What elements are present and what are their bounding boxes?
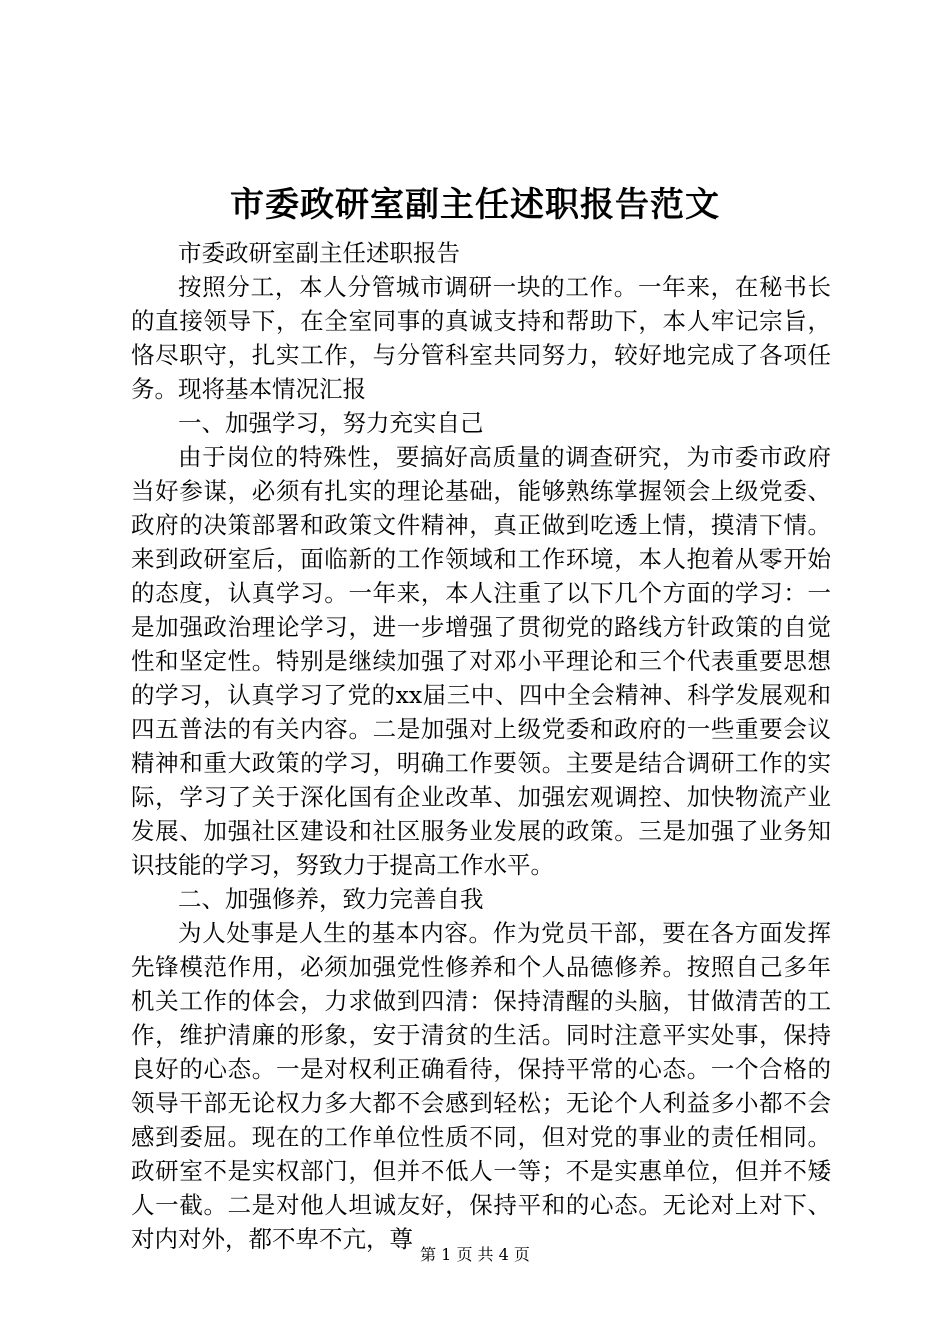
paragraph-section-1: 由于岗位的特殊性，要搞好高质量的调查研究，为市委市政府当好参谋，必须有扎实的理论基础，能够熟练掌握领会上级党委、政府的决策部署和政策文件精神，真正做到吃透上情，摸清下情。来到政研室后，面临新的工作领域和工作环境，本人抱着从零开始的态度，认真学习。一年来，本人注重了以下几个方面的学习：一是加强政治理论学习，进一步增强了贯彻党的路线方针政策的自觉性和坚定性。特别是继续加强了对邓小平理论和三个代表重要思想的学习，认真学习了党的xx届三中、四中全会精神、科学发展观和四五普法的有关内容。二是加强对上级党委和政府的一些重要会议精神和重大政策的学习，明确工作要领。主要是结合调研工作的实际，学习了关于深化国有企业改革、加强宏观调控、加快物流产业发展、加强社区建设和社区服务业发展的政策。三是加强了业务知识技能的学习，努致力于提高工作水平。: [131, 443, 831, 879]
section-heading-2: 二、加强修养，致力完善自我: [178, 885, 484, 913]
document-body: [131, 236, 831, 1256]
document-title: 市委政研室副主任述职报告范文: [230, 185, 720, 225]
paragraph-subtitle: 市委政研室副主任述职报告: [178, 239, 460, 267]
paragraph-intro: 按照分工，本人分管城市调研一块的工作。一年来，在秘书长的直接领导下，在全室同事的真诚支持和帮助下，本人牢记宗旨，恪尽职守，扎实工作，与分管科室共同努力，较好地完成了各项任务。现将基本情况汇报: [131, 273, 831, 403]
paragraph-section-2: 为人处事是人生的基本内容。作为党员干部，要在各方面发挥先锋模范作用，必须加强党性修养和个人品德修养。按照自己多年机关工作的体会，力求做到四清：保持清醒的头脑，甘做清苦的工作，维护清廉的形象，安于清贫的生活。同时注意平实处事，保持良好的心态。一是对权利正确看待，保持平常的心态。一个合格的领导干部无论权力多大都不会感到轻松；无论个人利益多小都不会感到委屈。现在的工作单位性质不同，但对党的事业的责任相同。政研室不是实权部门，但并不低人一等；不是实惠单位，但并不矮人一截。二是对他人坦诚友好，保持平和的心态。无论对上对下、对内对外，都不卑不亢，尊: [131, 919, 831, 1253]
page-footer: 第 1 页 共 4 页: [420, 1245, 530, 1264]
section-heading-1: 一、加强学习，努力充实自己: [178, 409, 484, 437]
